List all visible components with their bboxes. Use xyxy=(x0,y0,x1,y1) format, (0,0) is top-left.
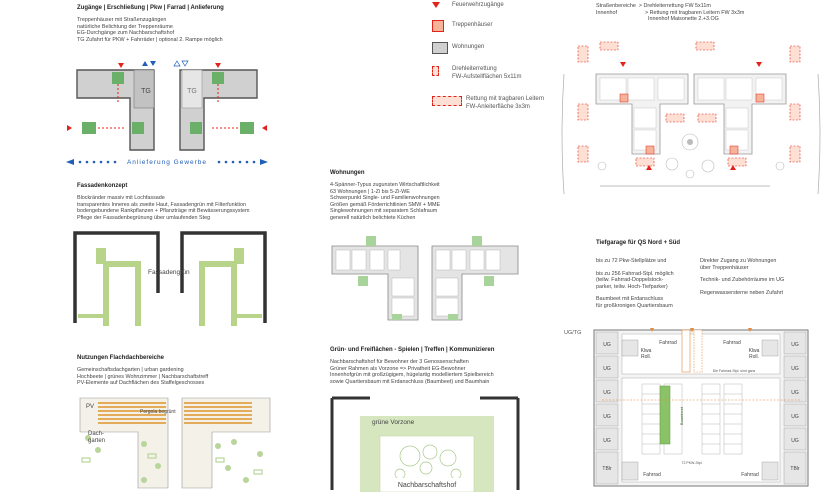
wohnungen-diagram xyxy=(330,234,520,324)
ug-label: UG xyxy=(603,438,611,444)
wohnungen-line: generell natürlich belichtete Küchen xyxy=(330,214,416,221)
fire-access-icon xyxy=(432,2,440,8)
tblr-label: TBlr xyxy=(602,466,612,472)
tiefgarage-line: Direkter Zugang zu Wohnungen xyxy=(700,258,777,264)
rettung-line: Straßenbereiche xyxy=(596,3,636,9)
ug-label: UG xyxy=(791,438,799,444)
tiefgarage-line: bis zu 256 Fahrrad-Stpl. möglich xyxy=(596,270,674,277)
fahrrad-label: Fahrrad xyxy=(643,472,661,478)
freiflaechen-line: Innenhofgrün mit großzügigem, hügelartig modelliertem Spielbereich xyxy=(330,372,494,379)
wohnungen-line: Größen gemäß Förderrichtlinien SMW + MME xyxy=(330,201,441,208)
freiflaechen-text xyxy=(330,359,494,385)
ug-label: UG xyxy=(603,342,611,348)
legend xyxy=(430,2,570,114)
fassade-line: Pflege der Fassadenbegrünung über umlaufenden Steg xyxy=(77,214,211,221)
dachgarten-label: garten xyxy=(88,438,106,444)
legend-label: Rettung mit tragbaren Leitern xyxy=(466,96,545,102)
rettung-site-plan xyxy=(560,34,822,230)
legend-label: Feuerwehrzugänge xyxy=(452,2,504,8)
wohnungen-line: Singlewohnungen mit separatem Schlafraum xyxy=(330,208,438,215)
tiefgarage-col1 xyxy=(596,258,674,310)
tg-label: TG xyxy=(141,88,151,95)
flachdach-line: Hochbeete | grünes Wohnzimmer | Nachbarschaftstreff xyxy=(77,373,209,380)
zugaenge-line: TG Zufahrt für PKW + Fahrräder | optional 2. Rampe möglich xyxy=(77,36,223,43)
tblr-label: TBlr xyxy=(790,466,800,472)
baumbeet-block xyxy=(660,386,670,444)
dachgarten-label: Dach- xyxy=(88,431,105,437)
freiflaechen-line: Grüner Rahmen als Vorzone => Privatheit EG-Bewohner xyxy=(330,365,466,372)
wohnungen-text xyxy=(330,182,440,222)
zugaenge-diagram xyxy=(62,58,272,170)
stair-marker xyxy=(240,122,254,134)
tiefgarage-col2 xyxy=(700,258,784,296)
baumbeet-label: Baumbeet xyxy=(679,406,684,426)
stair-marker xyxy=(190,122,202,134)
pergola-label: Pergola begrünt xyxy=(140,409,176,415)
stair-marker xyxy=(212,72,224,84)
tiefgarage-line: Regenwassersterne neben Zufahrt xyxy=(700,289,784,296)
tg-arrow-icon xyxy=(174,61,180,66)
pv-label: PV xyxy=(86,404,95,410)
tiefgarage-line: für großkronigen Quartiersbaum xyxy=(596,302,673,309)
fahrrad-label: Fahrrad xyxy=(741,472,759,478)
fahrrad-label: Fahrrad xyxy=(723,340,741,346)
flachdach-diagram xyxy=(78,396,272,492)
nachbarschaftshof-label: Nachbarschaftshof xyxy=(397,482,457,489)
fassade-diagram xyxy=(70,228,270,328)
access-arrow-icon xyxy=(215,63,221,68)
flachdach-line: Gemeinschaftsdachgarten | urban gardening xyxy=(77,367,184,373)
rettung-line: Innenhof Maisonette 2.+3.OG xyxy=(648,16,719,23)
flachdach-line: PV-Elemente auf Dachflächen des Staffelgeschosses xyxy=(77,380,205,387)
zugaenge-title: Zugänge | Erschließung | Pkw | Farrad | Anlieferung xyxy=(77,5,224,11)
pkw-count-label: 72 PKW-Stpl. xyxy=(681,461,703,465)
fassadengruen-label: Fassadengrün xyxy=(148,269,190,276)
ug-label: UG xyxy=(791,366,799,372)
freiflaechen-line: sowie Quartiersbaum mit Erdanschluss (Baumbeet) und Baumhain xyxy=(330,378,490,385)
tiefgarage-plan xyxy=(582,326,822,490)
flachdach-title: Nutzungen Flachdachbereiche xyxy=(77,355,165,361)
fassade-line: Blockränder massiv mit Lochfassade xyxy=(77,195,165,201)
access-arrow-icon xyxy=(67,125,72,131)
rettung-line: Innenhof xyxy=(596,9,617,16)
legend-label: Drehleiterrettung xyxy=(452,66,497,72)
roll-label: Roll. xyxy=(640,354,652,360)
access-arrow-icon xyxy=(262,125,267,131)
wohnungen-line: 4-Spänner-Typus zugunsten Wirtschaftlichkeit xyxy=(330,182,440,188)
klwa-label: Klwa xyxy=(748,348,760,354)
ug-label: UG xyxy=(603,366,611,372)
ug-label: UG xyxy=(791,342,799,348)
ug-label: UG xyxy=(603,414,611,420)
zugaenge-line: EG-Durchgänge zum Nachbarschaftshof xyxy=(77,30,175,37)
ug-label: UG xyxy=(791,390,799,396)
fassade-text xyxy=(77,195,249,221)
tiefgarage-line: Technik- und Zubehörräume im UG xyxy=(700,277,785,284)
freiflaechen-diagram xyxy=(330,396,520,492)
tiefgarage-line: bis zu 72 Pkw-Stellplätze und xyxy=(596,258,667,264)
zugaenge-line: natürliche Belichtung der Treppenräume xyxy=(77,23,173,30)
access-arrow-icon xyxy=(118,63,124,68)
legend-label: FW-Anleiterfläche 3x3m xyxy=(466,104,530,110)
tg-arrow-icon xyxy=(150,61,156,66)
tiefgarage-line: Baumbeet mit Erdanschluss xyxy=(596,296,664,303)
fahrrad-label: Fahrrad xyxy=(659,340,677,346)
klwa-label: Klwa xyxy=(640,348,652,354)
stair-marker xyxy=(112,72,124,84)
zugaenge-line: Treppenhäuser mit Straßenzugängen xyxy=(77,17,167,23)
fassade-title: Fassadenkonzept xyxy=(77,183,128,189)
legend-swatch xyxy=(432,66,439,76)
flachdach-text xyxy=(77,367,208,387)
tiefgarage-line: parker, teilw. Hoch-Tiefparker) xyxy=(596,283,668,290)
tg-arrow-icon xyxy=(142,61,148,66)
zugaenge-text xyxy=(77,17,223,43)
tg-arrow-icon xyxy=(182,61,188,66)
legend-label: Treppenhäuser xyxy=(452,22,493,28)
fassade-line: transparentes Inneres als zweite Haut, Fassadengrün mit Filterfunktion xyxy=(77,201,246,208)
stair-marker xyxy=(82,122,96,134)
legend-swatch xyxy=(432,20,444,32)
tiefgarage-line: über Treppenhäuser xyxy=(700,264,749,271)
legend-label: FW-Aufstellflächen 5x11m xyxy=(452,74,522,80)
tiefgarage-line: (teilw. Fahrrad-Doppelstock- xyxy=(596,277,664,284)
freiflaechen-title: Grün- und Freiflächen - Spielen | Treffen | Kommunizieren xyxy=(330,347,495,353)
anlieferung-label: Anlieferung Gewerbe xyxy=(126,159,208,166)
wohnungen-line: 63 Wohnungen | 1-Zi bis 5-Zi-WE xyxy=(330,188,410,195)
legend-swatch xyxy=(432,96,462,106)
roll-label: Roll. xyxy=(748,354,760,360)
fahrrad-info-label: Die Fahrrad-Stpl. sind ganz xyxy=(712,369,756,373)
legend-label: Wohnungen xyxy=(452,44,485,50)
rettung-text xyxy=(596,3,744,23)
wohnungen-title: Wohnungen xyxy=(330,170,365,176)
rettung-line: > Rettung mit tragbaren Leitern FW 3x3m xyxy=(644,9,745,16)
legend-swatch xyxy=(432,42,448,54)
vorzone-label: grüne Vorzone xyxy=(372,419,415,426)
ug-label: UG xyxy=(603,390,611,396)
stair-marker xyxy=(132,122,144,134)
tg-label: TG xyxy=(187,88,197,95)
delivery-arrow-icon xyxy=(260,159,268,165)
fassade-line: bodengebundene Rankpflanzen + Pflanzträge mit Bewässerungssystem xyxy=(77,208,250,215)
ug-tg-label: UG/TG xyxy=(564,330,582,336)
delivery-arrow-icon xyxy=(66,159,74,165)
ug-label: UG xyxy=(791,414,799,420)
tiefgarage-title: Tiefgarage für QS Nord + Süd xyxy=(596,240,681,246)
wohnungen-line: Schwerpunkt Single- und Familienwohnungen xyxy=(330,195,440,202)
freiflaechen-line: Nachbarschaftshof für Bewohner der 3 Genossenschaften xyxy=(330,359,469,365)
rettung-line: > Drehleiterrettung FW 5x11m xyxy=(638,3,711,9)
